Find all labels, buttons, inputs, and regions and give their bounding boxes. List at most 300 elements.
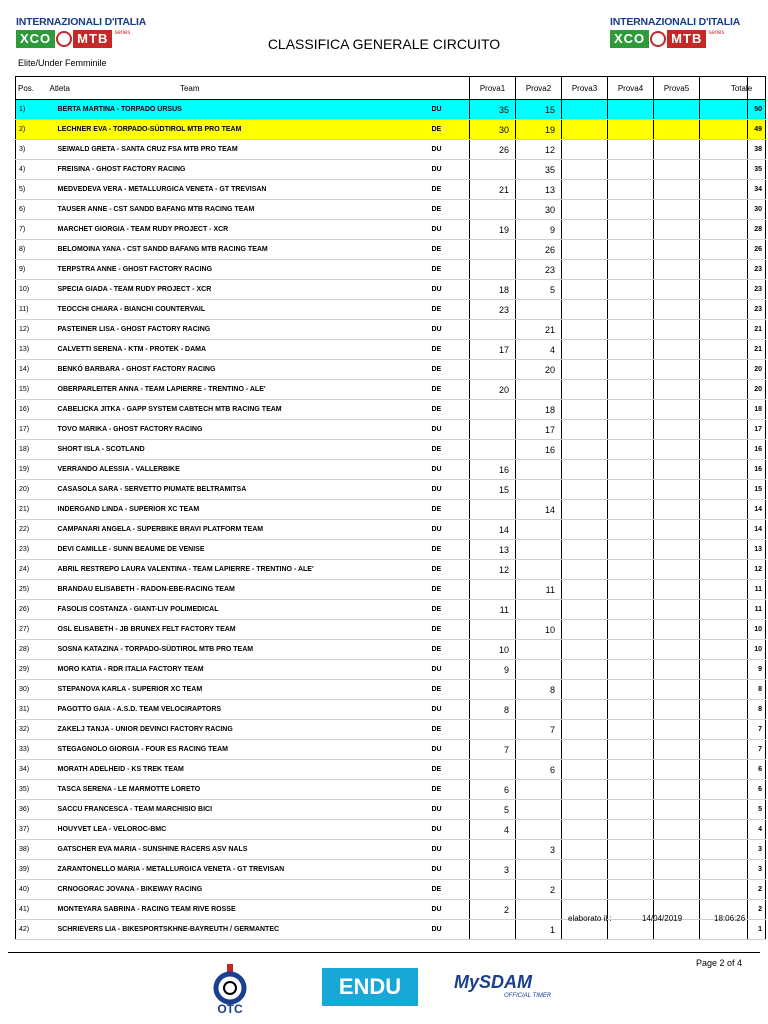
row-prova2: 16 [516,440,562,460]
row-totale: 7 [748,720,766,740]
row-spacer [416,140,432,160]
row-position: 23) [16,540,46,560]
row-totale: 12 [748,560,766,580]
row-athlete-team: VERRANDO ALESSIA - VALLERBIKE [46,460,416,480]
row-prova1 [470,840,516,860]
row-totale: 3 [748,860,766,880]
table-row [16,240,766,260]
row-prova1 [470,260,516,280]
table-row [16,300,766,320]
row-prova2: 10 [516,620,562,640]
row-prova5 [654,300,700,320]
row-spacer [416,880,432,900]
row-nationality-category: DE [432,620,470,640]
row-extra [700,440,748,460]
row-extra [700,560,748,580]
row-extra [700,260,748,280]
row-prova3 [562,100,608,120]
row-prova2: 8 [516,680,562,700]
row-prova3 [562,300,608,320]
row-prova5 [654,840,700,860]
row-position: 8) [16,240,46,260]
row-nationality-category: DU [432,480,470,500]
row-position: 29) [16,660,46,680]
category-label: Elite/Under Femminile [18,58,107,68]
row-athlete-team: CAMPANARI ANGELA - SUPERBIKE BRAVI PLATFORM TEAM [46,520,416,540]
row-totale: 8 [748,680,766,700]
row-prova2: 19 [516,120,562,140]
row-athlete-team: TOVO MARIKA - GHOST FACTORY RACING [46,420,416,440]
row-prova2 [516,700,562,720]
row-prova5 [654,460,700,480]
row-prova1: 23 [470,300,516,320]
row-prova2 [516,460,562,480]
row-prova1 [470,160,516,180]
row-prova5 [654,380,700,400]
row-position: 41) [16,900,46,920]
row-prova5 [654,780,700,800]
row-position: 2) [16,120,46,140]
table-row [16,420,766,440]
row-spacer [416,420,432,440]
table-row [16,140,766,160]
row-prova1: 17 [470,340,516,360]
row-athlete-team: LECHNER EVA - TORPADO-SÜDTIROL MTB PRO TEAM [46,120,416,140]
row-spacer [416,600,432,620]
row-athlete-team: DEVI CAMILLE - SUNN BEAUME DE VENISE [46,540,416,560]
row-spacer [416,520,432,540]
row-prova4 [608,360,654,380]
row-totale: 4 [748,820,766,840]
row-prova4 [608,860,654,880]
row-nationality-category: DE [432,880,470,900]
row-nationality-category: DU [432,660,470,680]
row-totale: 20 [748,380,766,400]
row-athlete-team: STEGAGNOLO GIORGIA - FOUR ES RACING TEAM [46,740,416,760]
row-nationality-category: DE [432,340,470,360]
row-prova3 [562,440,608,460]
row-prova1 [470,620,516,640]
row-totale: 16 [748,460,766,480]
row-nationality-category: DU [432,820,470,840]
row-nationality-category: DU [432,860,470,880]
row-prova3 [562,340,608,360]
row-prova4 [608,800,654,820]
row-prova2: 12 [516,140,562,160]
row-prova3 [562,220,608,240]
row-prova5 [654,740,700,760]
row-athlete-team: CASASOLA SARA - SERVETTO PIUMATE BELTRAMITSA [46,480,416,500]
header-prova1: Prova1 [470,77,516,100]
row-prova2: 9 [516,220,562,240]
row-position: 20) [16,480,46,500]
row-prova3 [562,500,608,520]
table-row [16,620,766,640]
header-totale-label: Totale [730,83,753,93]
row-athlete-team: CALVETTI SERENA - KTM - PROTEK - DAMA [46,340,416,360]
row-extra [700,760,748,780]
row-prova2: 2 [516,880,562,900]
row-prova1: 11 [470,600,516,620]
row-nationality-category: DE [432,360,470,380]
row-spacer [416,640,432,660]
row-prova4 [608,620,654,640]
footer-divider [8,952,760,953]
row-prova4 [608,240,654,260]
row-prova3 [562,280,608,300]
row-prova5 [654,360,700,380]
row-prova1 [470,360,516,380]
row-nationality-category: DE [432,440,470,460]
mysdam-subtitle: OFFICIAL TIMER [504,993,552,999]
row-position: 33) [16,740,46,760]
row-prova2: 17 [516,420,562,440]
row-spacer [416,280,432,300]
row-spacer [416,720,432,740]
row-position: 17) [16,420,46,440]
row-spacer [416,500,432,520]
row-nationality-category: DE [432,640,470,660]
row-prova4 [608,280,654,300]
table-row [16,540,766,560]
row-prova2: 26 [516,240,562,260]
row-prova5 [654,120,700,140]
row-position: 32) [16,720,46,740]
row-prova1: 12 [470,560,516,580]
row-prova2: 15 [516,100,562,120]
row-totale: 3 [748,840,766,860]
row-prova1 [470,760,516,780]
row-athlete-team: TEOCCHI CHIARA - BIANCHI COUNTERVAIL [46,300,416,320]
row-prova4 [608,440,654,460]
table-row [16,720,766,740]
row-prova5 [654,860,700,880]
row-prova1: 3 [470,860,516,880]
mtb-label: MTB [667,30,706,48]
row-position: 35) [16,780,46,800]
row-nationality-category: DE [432,200,470,220]
row-totale: 7 [748,740,766,760]
row-prova5 [654,160,700,180]
page-number: Page 2 of 4 [696,958,743,968]
row-athlete-team: MARCHET GIORGIA - TEAM RUDY PROJECT - XCR [46,220,416,240]
row-prova2: 3 [516,840,562,860]
row-position: 28) [16,640,46,660]
row-position: 4) [16,160,46,180]
row-athlete-team: SACCU FRANCESCA - TEAM MARCHISIO BICI [46,800,416,820]
row-position: 30) [16,680,46,700]
row-nationality-category: DU [432,920,470,940]
row-nationality-category: DE [432,540,470,560]
row-extra [700,100,748,120]
row-prova3 [562,760,608,780]
row-extra [700,800,748,820]
row-spacer [416,740,432,760]
series-label: series [114,30,131,36]
row-position: 7) [16,220,46,240]
row-nationality-category: DE [432,760,470,780]
row-prova3 [562,240,608,260]
table-row [16,800,766,820]
row-extra [700,780,748,800]
row-athlete-team: BERTA MARTINA - TORPADO URSUS [46,100,416,120]
row-extra [700,460,748,480]
table-row [16,560,766,580]
row-prova4 [608,700,654,720]
row-spacer [416,660,432,680]
row-totale: 6 [748,760,766,780]
row-prova1: 26 [470,140,516,160]
row-nationality-category: DE [432,380,470,400]
row-athlete-team: CRNOGORAC JOVANA - BIKEWAY RACING [46,880,416,900]
row-prova2: 30 [516,200,562,220]
row-totale: 30 [748,200,766,220]
row-prova3 [562,480,608,500]
row-prova3 [562,520,608,540]
row-totale: 26 [748,240,766,260]
xco-label: XCO [610,30,649,48]
row-prova1 [470,720,516,740]
row-position: 40) [16,880,46,900]
row-prova1 [470,200,516,220]
mtb-label: MTB [73,30,112,48]
table-row [16,340,766,360]
row-prova5 [654,260,700,280]
row-prova3 [562,700,608,720]
row-prova4 [608,840,654,860]
row-prova4 [608,560,654,580]
row-position: 9) [16,260,46,280]
row-spacer [416,260,432,280]
row-prova4 [608,320,654,340]
row-prova3 [562,400,608,420]
row-position: 34) [16,760,46,780]
table-row [16,380,766,400]
otc-text: OTC [217,1002,243,1016]
row-totale: 11 [748,600,766,620]
row-spacer [416,900,432,920]
row-athlete-team: HOUYVET LEA - VELOROC-BMC [46,820,416,840]
row-prova5 [654,500,700,520]
mysdam-text: MySDAM [454,972,533,992]
row-prova1 [470,920,516,940]
row-prova1 [470,680,516,700]
row-prova3 [562,120,608,140]
row-nationality-category: DU [432,420,470,440]
row-prova4 [608,180,654,200]
row-prova3 [562,360,608,380]
row-extra [700,200,748,220]
row-extra [700,500,748,520]
row-extra [700,240,748,260]
row-athlete-team: INDERGAND LINDA - SUPERIOR XC TEAM [46,500,416,520]
row-position: 42) [16,920,46,940]
row-totale: 17 [748,420,766,440]
event-logo-text: INTERNAZIONALI D'ITALIA [16,16,147,28]
row-position: 24) [16,560,46,580]
elaborato-time: 18:06:26 [714,914,746,923]
row-prova3 [562,640,608,660]
table-row [16,820,766,840]
row-position: 5) [16,180,46,200]
row-prova2: 35 [516,160,562,180]
row-nationality-category: DU [432,800,470,820]
row-prova2: 13 [516,180,562,200]
row-prova1: 35 [470,100,516,120]
table-row [16,780,766,800]
row-nationality-category: DU [432,460,470,480]
row-extra [700,360,748,380]
row-extra [700,340,748,360]
row-athlete-team: TAUSER ANNE - CST SANDD BAFANG MTB RACING TEAM [46,200,416,220]
table-row [16,860,766,880]
row-nationality-category: DU [432,220,470,240]
row-position: 38) [16,840,46,860]
row-prova5 [654,680,700,700]
row-prova4 [608,100,654,120]
row-prova2 [516,480,562,500]
row-prova4 [608,880,654,900]
table-row [16,220,766,240]
table-row [16,580,766,600]
row-prova3 [562,540,608,560]
table-row [16,160,766,180]
row-prova1: 10 [470,640,516,660]
row-prova4 [608,660,654,680]
row-prova1 [470,320,516,340]
row-position: 21) [16,500,46,520]
row-prova3 [562,860,608,880]
row-prova2: 11 [516,580,562,600]
row-position: 19) [16,460,46,480]
table-row [16,520,766,540]
row-totale: 11 [748,580,766,600]
row-prova4 [608,540,654,560]
table-row [16,360,766,380]
row-prova5 [654,600,700,620]
header-prova4: Prova4 [608,77,654,100]
page-title: CLASSIFICA GENERALE CIRCUITO [267,36,501,52]
row-prova5 [654,720,700,740]
header-team: Team [179,83,200,93]
row-prova3 [562,380,608,400]
row-prova3 [562,840,608,860]
row-athlete-team: ZARANTONELLO MARIA - METALLURGICA VENETA - GT TREVISAN [46,860,416,880]
table-row [16,200,766,220]
row-prova2 [516,640,562,660]
table-row [16,280,766,300]
row-extra [700,740,748,760]
row-prova3 [562,820,608,840]
row-athlete-team: MONTEYARA SABRINA - RACING TEAM RIVE ROSSE [46,900,416,920]
row-extra [700,380,748,400]
row-prova5 [654,340,700,360]
row-totale: 18 [748,400,766,420]
row-prova5 [654,760,700,780]
row-prova1 [470,440,516,460]
row-spacer [416,220,432,240]
row-spacer [416,560,432,580]
row-prova3 [562,880,608,900]
row-prova3 [562,160,608,180]
row-prova3 [562,660,608,680]
row-prova5 [654,420,700,440]
row-prova2 [516,780,562,800]
row-prova1: 21 [470,180,516,200]
row-prova2: 6 [516,760,562,780]
row-position: 6) [16,200,46,220]
row-totale: 13 [748,540,766,560]
header-naz [432,77,470,100]
row-prova4 [608,200,654,220]
row-totale: 50 [748,100,766,120]
table-row [16,440,766,460]
row-nationality-category: DE [432,780,470,800]
row-totale: 16 [748,440,766,460]
row-position: 25) [16,580,46,600]
mysdam-logo [454,972,586,1006]
row-nationality-category: DU [432,840,470,860]
row-nationality-category: DU [432,140,470,160]
row-prova4 [608,400,654,420]
row-prova5 [654,620,700,640]
row-position: 39) [16,860,46,880]
row-nationality-category: DE [432,300,470,320]
row-prova5 [654,280,700,300]
row-totale: 21 [748,340,766,360]
row-prova1: 7 [470,740,516,760]
table-row [16,740,766,760]
row-extra [700,400,748,420]
results-table [15,76,766,940]
row-extra [700,160,748,180]
row-spacer [416,360,432,380]
row-totale: 28 [748,220,766,240]
row-extra [700,140,748,160]
row-athlete-team: SHORT ISLA - SCOTLAND [46,440,416,460]
row-prova2 [516,560,562,580]
row-position: 14) [16,360,46,380]
row-totale: 34 [748,180,766,200]
row-prova3 [562,620,608,640]
row-prova3 [562,420,608,440]
row-athlete-team: ABRIL RESTREPO LAURA VALENTINA - TEAM LAPIERRE - TRENTINO - ALE' [46,560,416,580]
table-row [16,320,766,340]
row-position: 15) [16,380,46,400]
row-prova5 [654,240,700,260]
row-nationality-category: DU [432,320,470,340]
row-extra [700,220,748,240]
row-spacer [416,540,432,560]
row-prova1: 20 [470,380,516,400]
row-prova2 [516,540,562,560]
row-prova4 [608,160,654,180]
row-prova3 [562,600,608,620]
row-prova4 [608,680,654,700]
row-prova2 [516,820,562,840]
row-totale: 49 [748,120,766,140]
row-spacer [416,580,432,600]
row-prova4 [608,500,654,520]
row-prova4 [608,220,654,240]
event-logo-text: INTERNAZIONALI D'ITALIA [610,16,741,28]
table-row [16,680,766,700]
row-athlete-team: TASCA SERENA - LE MARMOTTE LORETO [46,780,416,800]
row-athlete-team: CABELICKA JITKA - GAPP SYSTEM CABTECH MTB RACING TEAM [46,400,416,420]
table-row [16,640,766,660]
table-row [16,120,766,140]
row-spacer [416,200,432,220]
